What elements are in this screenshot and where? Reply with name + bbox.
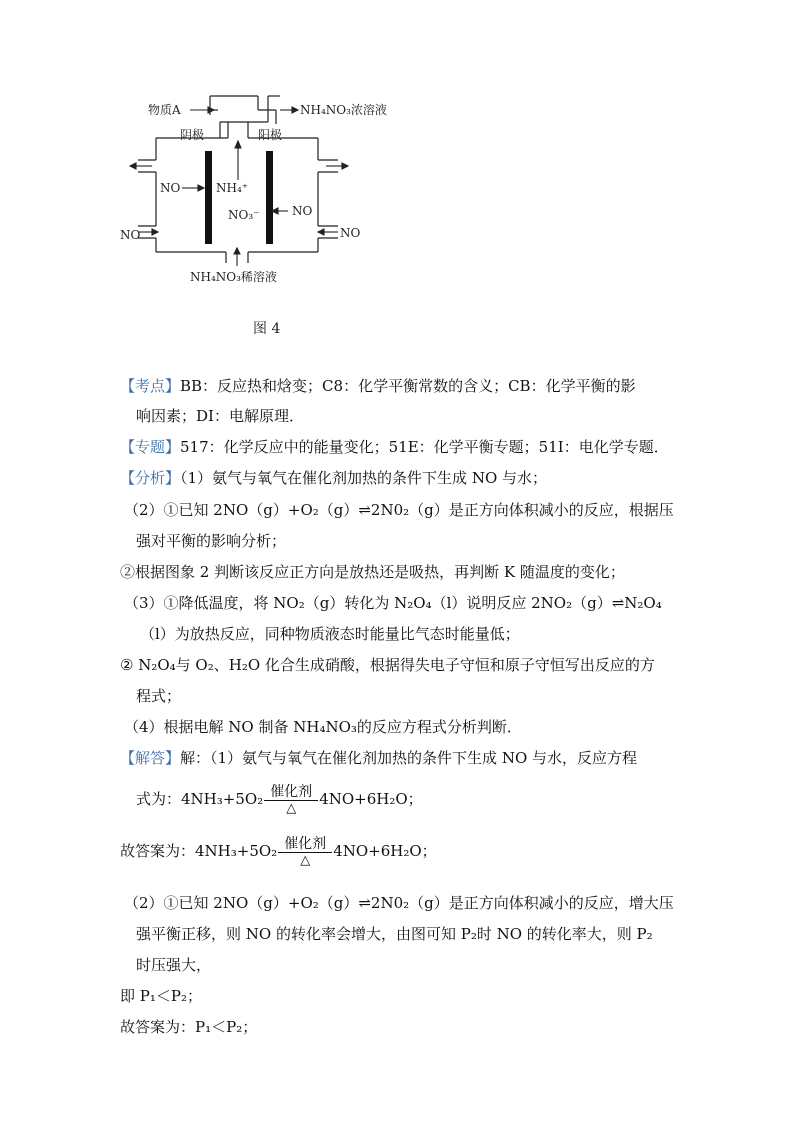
heat-symbol-2: △ [300, 853, 311, 868]
label-no-left-inlet: NO [120, 228, 141, 242]
label-substance-a: 物质A [148, 103, 181, 117]
kaodian-text: BB：反应热和焓变；C8：化学平衡常数的含义；CB：化学平衡的影 [180, 377, 636, 395]
catalyst-label: 催化剂 [270, 784, 313, 800]
line-jieda [120, 748, 637, 768]
heat-symbol: △ [286, 801, 297, 816]
label-no-right-inlet: NO [340, 226, 361, 240]
label-no3: NO₃⁻ [228, 208, 260, 222]
label-no-anode: NO [292, 204, 313, 218]
line-analysis-4: （4）根据电解 NO 制备 NH₄NO₃的反应方程式分析判断． [124, 718, 522, 736]
line-answer-2-cont2: 时压强大， [136, 956, 212, 974]
fenxi-text: （1）氨气与氧气在催化剂加热的条件下生成 NO 与水； [180, 469, 548, 487]
line-answer-2-result: 即 P₁＜P₂； [120, 987, 202, 1005]
line-answer-2-final: 故答案为：P₁＜P₂； [120, 1018, 258, 1036]
tag-kaodian: 【考点】 [120, 377, 181, 395]
catalyst-label-2: 催化剂 [284, 836, 327, 852]
label-no-cathode: NO [160, 181, 181, 195]
label-cathode: 阴极 [180, 128, 205, 142]
tag-zhuanti: 【专题】 [120, 438, 181, 456]
equation-2 [120, 836, 437, 868]
equation-2-condition [278, 836, 332, 868]
line-analysis-2b: ②根据图象 2 判断该反应正方向是放热还是吸热，再判断 K 随温度的变化； [120, 563, 625, 581]
tag-fenxi: 【分析】 [120, 469, 181, 487]
electrolysis-diagram [118, 88, 418, 298]
equation-1 [136, 784, 423, 816]
equation-2-right: 4NO+6H₂O； [333, 842, 437, 860]
line-answer-2-cont: 强平衡正移，则 NO 的转化率会增大，由图可知 P₂时 NO 的转化率大，则 P₂ [136, 925, 653, 943]
label-nh4: NH₄⁺ [216, 181, 249, 195]
equation-1-left: 式为：4NH₃+5O₂ [136, 790, 264, 808]
equation-1-condition [264, 784, 318, 816]
line-fenxi [120, 468, 547, 488]
jieda-text: 解：（1）氨气与氧气在催化剂加热的条件下生成 NO 与水，反应方程 [180, 749, 638, 767]
line-answer-2: （2）①已知 2NO（g）+O₂（g）⇌2N0₂（g）是正方向体积减小的反应，增大压 [124, 894, 674, 912]
line-kaodian-cont: 响因素；DI：电解原理． [136, 407, 304, 425]
label-feed-solution: NH₄NO₃稀溶液 [190, 270, 277, 284]
line-analysis-3b-cont: 程式； [136, 687, 182, 705]
figure-caption: 图 4 [253, 321, 281, 337]
line-kaodian [120, 376, 636, 396]
label-product-solution: NH₄NO₃浓溶液 [300, 103, 387, 117]
label-anode: 阳极 [258, 128, 283, 142]
tag-jieda: 【解答】 [120, 749, 181, 767]
line-analysis-3: （3）①降低温度，将 NO₂（g）转化为 N₂O₄（l）说明反应 2NO₂（g）⇌N₂O₄ [124, 594, 662, 612]
line-analysis-2-cont: 强对平衡的影响分析； [136, 532, 287, 550]
line-analysis-2: （2）①已知 2NO（g）+O₂（g）⇌2N0₂（g）是正方向体积减小的反应，根据压 [124, 501, 674, 519]
line-analysis-3b: ② N₂O₄与 O₂、H₂O 化合生成硝酸，根据得失电子守恒和原子守恒写出反应的方 [120, 656, 655, 674]
zhuanti-text: 517：化学反应中的能量变化；51E：化学平衡专题；51I：电化学专题． [180, 438, 669, 456]
line-zhuanti [120, 437, 669, 457]
equation-2-left: 故答案为：4NH₃+5O₂ [120, 842, 278, 860]
equation-1-right: 4NO+6H₂O； [319, 790, 423, 808]
line-analysis-3-cont: （l）为放热反应，同种物质液态时能量比气态时能量低； [140, 625, 520, 643]
